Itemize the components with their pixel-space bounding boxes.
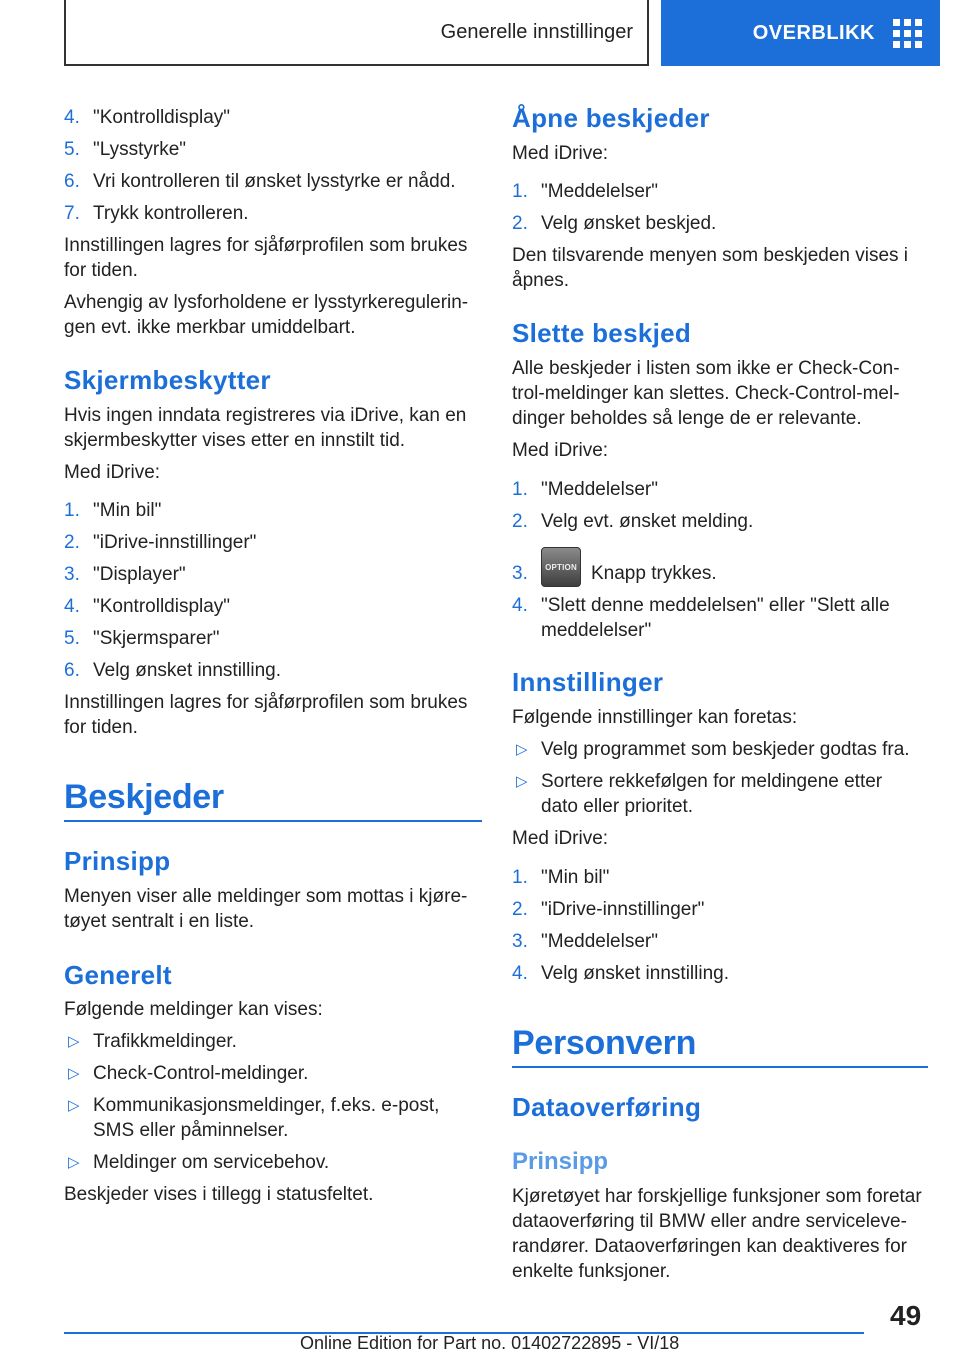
section-divider (512, 1066, 928, 1068)
list-text: Meldinger om servicebehov. (93, 1152, 330, 1173)
list-number: 6. (64, 171, 80, 192)
list-item (512, 929, 928, 954)
list-item (64, 201, 482, 226)
list-text: "iDrive-innstillinger" (541, 899, 705, 920)
list-number: 2. (512, 511, 528, 532)
list-text: "Slett denne meddelelsen" eller "Slett alle meddelelser" (541, 595, 890, 641)
list-item (512, 179, 928, 204)
list-number: 5. (64, 628, 80, 649)
list-number: 1. (512, 479, 528, 500)
list-item (512, 961, 928, 986)
list-item (512, 211, 928, 236)
list-text: "Min bil" (541, 867, 610, 888)
paragraph: Kjøretøyet har forskjellige funksjoner som foretar dataoverføring til BMW eller andre serviceleve‐ randører. Dataoverføringen kan deaktiveres for enkelte funksjoner. (512, 1186, 922, 1282)
paragraph: Menyen viser alle meldinger som mottas i kjøre‐ tøyet sentralt i en liste. (64, 886, 468, 932)
list-text: Trykk kontrolleren. (93, 203, 249, 224)
list-text: "Kontrolldisplay" (93, 596, 231, 617)
triangle-bullet-icon: ▷ (68, 1065, 80, 1082)
paragraph: Innstillingen lagres for sjåførprofilen som brukes for tiden. (64, 692, 468, 738)
list-number: 1. (512, 181, 528, 202)
heading-data-transfer: Dataoverføring (512, 1092, 702, 1122)
list-item (512, 561, 928, 586)
list-number: 4. (512, 595, 528, 616)
list-text: "Meddelelser" (541, 931, 658, 952)
list-number: 1. (64, 500, 80, 521)
list-text: Velg ønsket beskjed. (541, 213, 717, 234)
overview-tab[interactable] (661, 0, 940, 66)
list-number: 2. (64, 532, 80, 553)
list-text: Trafikkmeldinger. (93, 1031, 237, 1052)
list-item (512, 737, 928, 762)
page-number: 49 (890, 1300, 922, 1331)
list-item (512, 593, 928, 643)
list-item (64, 105, 482, 130)
paragraph: Med iDrive: (64, 462, 161, 483)
triangle-bullet-icon: ▷ (68, 1033, 80, 1050)
list-number: 1. (512, 867, 528, 888)
list-text: "Meddelelser" (541, 181, 658, 202)
list-text: Sortere rekkefølgen for meldingene etter dato eller prioritet. (541, 771, 883, 817)
list-item (64, 137, 482, 162)
paragraph: Avhengig av lysforholdene er lysstyrkeregulerin‐ gen evt. ikke merkbar umiddelbart. (64, 292, 469, 338)
list-item (512, 477, 928, 502)
list-item (64, 626, 482, 651)
option-button-icon: OPTION (541, 547, 581, 587)
list-item (64, 1029, 482, 1054)
heading-screensaver: Skjermbeskytter (64, 365, 271, 395)
list-text: Vri kontrolleren til ønsket lysstyrke er nådd. (93, 171, 456, 192)
list-text: "Kontrolldisplay" (93, 107, 231, 128)
paragraph: Med iDrive: (512, 828, 609, 849)
paragraph: Følgende meldinger kan vises: (64, 999, 323, 1020)
paragraph: Innstillingen lagres for sjåførprofilen som brukes for tiden. (64, 235, 468, 281)
list-number: 7. (64, 203, 80, 224)
list-item (64, 594, 482, 619)
list-text: Velg ønsket innstilling. (541, 963, 729, 984)
list-number: 3. (512, 931, 528, 952)
list-item (64, 1061, 482, 1086)
footer-edition-text: Online Edition for Part no. 01402722895 - VI/18 (300, 1333, 680, 1353)
heading-messages: Beskjeder (64, 778, 224, 816)
list-number: 6. (64, 660, 80, 681)
paragraph: Hvis ingen inndata registreres via iDrive, kan en skjermbeskytter vises etter en innstilt tid. (64, 405, 467, 451)
list-text: Knapp trykkes. (591, 563, 717, 584)
list-text: "Meddelelser" (541, 479, 658, 500)
section-divider (64, 820, 482, 822)
triangle-bullet-icon: ▷ (516, 741, 528, 758)
list-number: 4. (512, 963, 528, 984)
list-item (512, 897, 928, 922)
heading-privacy: Personvern (512, 1024, 697, 1062)
heading-settings: Innstillinger (512, 667, 664, 697)
list-text: Check-Control-meldinger. (93, 1063, 309, 1084)
list-text: Velg ønsket innstilling. (93, 660, 281, 681)
list-item (512, 865, 928, 890)
triangle-bullet-icon: ▷ (68, 1154, 80, 1171)
list-item (64, 1150, 482, 1175)
heading-principle: Prinsipp (512, 1148, 609, 1175)
overview-tab-label: OVERBLIKK (752, 21, 875, 44)
triangle-bullet-icon: ▷ (68, 1097, 80, 1114)
list-number: 3. (512, 563, 528, 584)
heading-principle: Prinsipp (64, 846, 171, 876)
header-section-title: Generelle innstillinger (440, 20, 633, 43)
list-item (64, 530, 482, 555)
list-number: 4. (64, 596, 80, 617)
paragraph: Følgende innstillinger kan foretas: (512, 707, 798, 728)
list-text: "Displayer" (93, 564, 186, 585)
list-number: 5. (64, 139, 80, 160)
triangle-bullet-icon: ▷ (516, 773, 528, 790)
list-text: "Min bil" (93, 500, 162, 521)
list-text: Velg evt. ønsket melding. (541, 511, 754, 532)
list-text: Kommunikasjonsmeldinger, f.eks. e-post, SMS eller påminnelser. (93, 1095, 440, 1141)
paragraph: Beskjeder vises i tillegg i statusfeltet. (64, 1184, 374, 1205)
heading-delete-message: Slette beskjed (512, 318, 692, 348)
list-number: 3. (64, 564, 80, 585)
heading-general: Generelt (64, 960, 172, 990)
list-text: "Lysstyrke" (93, 139, 187, 160)
paragraph: Med iDrive: (512, 440, 609, 461)
list-item (64, 562, 482, 587)
header-section-box (64, 0, 649, 66)
heading-open-messages: Åpne beskjeder (512, 103, 710, 133)
list-item (64, 169, 482, 194)
list-item (64, 498, 482, 523)
paragraph: Den tilsvarende menyen som beskjeden vises i åpnes. (512, 245, 909, 291)
list-item (64, 658, 482, 683)
list-text: "Skjermsparer" (93, 628, 220, 649)
list-text: "iDrive-innstillinger" (93, 532, 257, 553)
list-text: Velg programmet som beskjeder godtas fra. (541, 739, 910, 760)
list-item (512, 769, 928, 819)
paragraph: Med iDrive: (512, 143, 609, 164)
list-item (64, 1093, 482, 1143)
grid-icon (893, 19, 922, 48)
list-number: 4. (64, 107, 80, 128)
list-number: 2. (512, 213, 528, 234)
list-number: 2. (512, 899, 528, 920)
paragraph: Alle beskjeder i listen som ikke er Check-Con‐ trol-meldinger kan slettes. Check-Control-mel‐ dinger beholdes så lenge de er relevante. (512, 358, 900, 429)
list-item (512, 509, 928, 534)
